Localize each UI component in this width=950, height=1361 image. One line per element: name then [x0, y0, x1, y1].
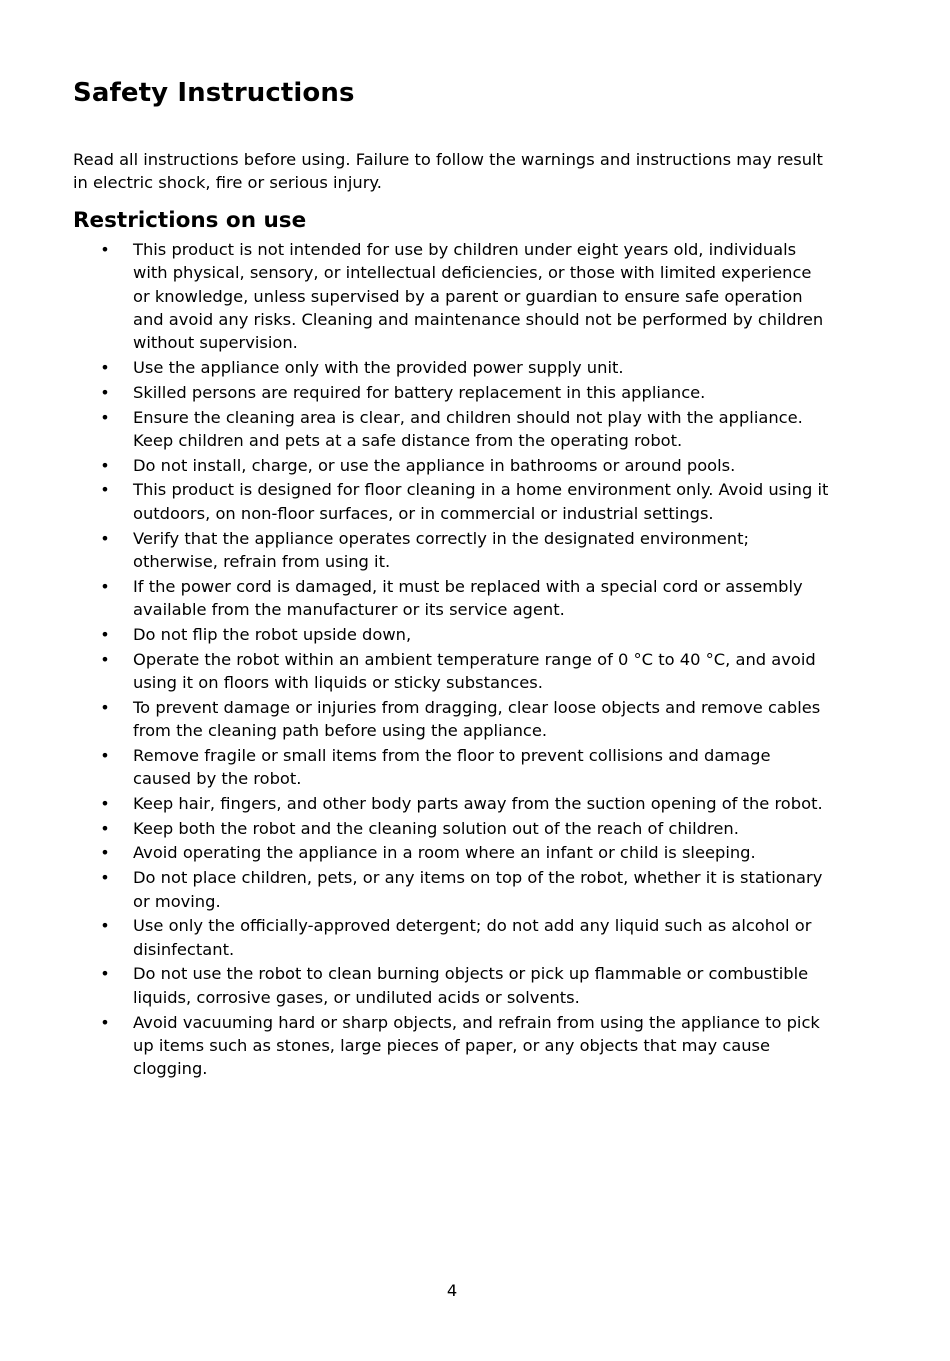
- list-item: [73, 792, 833, 815]
- list-item: [73, 866, 833, 913]
- list-item: [73, 575, 833, 622]
- list-item-text: To prevent damage or injuries from dragging, clear loose objects and remove cables from the cleaning path before using the appliance.: [133, 697, 821, 740]
- list-item-text: This product is not intended for use by children under eight years old, individuals with physical, sensory, or intellectual deficiencies, or those with limited experience or knowledge, unless supervised by a parent or guardian to ensure safe operation and avoid any risks. Cleaning and maintenance should not be performed by children without supervision.: [133, 240, 824, 353]
- bullet-icon: •: [100, 624, 110, 644]
- bullet-icon: •: [100, 1012, 110, 1032]
- bullet-icon: •: [100, 649, 110, 669]
- bullet-icon: •: [100, 528, 110, 548]
- list-item: [73, 696, 833, 743]
- restrictions-list: [73, 238, 833, 1082]
- list-item-text: Keep hair, fingers, and other body parts away from the suction opening of the robot.: [133, 793, 823, 813]
- list-item-text: Verify that the appliance operates correctly in the designated environment; otherwise, refrain from using it.: [133, 528, 749, 571]
- list-item: [73, 623, 833, 646]
- list-item: [73, 238, 833, 354]
- list-item-text: Avoid vacuuming hard or sharp objects, and refrain from using the appliance to pick up items such as stones, large pieces of paper, or any objects that may cause clogging.: [133, 1012, 820, 1079]
- page-title: Safety Instructions: [73, 78, 355, 108]
- bullet-icon: •: [100, 357, 110, 377]
- list-item: [73, 527, 833, 574]
- bullet-icon: •: [100, 964, 110, 984]
- list-item-text: Do not use the robot to clean burning objects or pick up flammable or combustible liquids, corrosive gases, or undiluted acids or solvents.: [133, 964, 809, 1007]
- list-item-text: Skilled persons are required for battery replacement in this appliance.: [133, 382, 706, 402]
- bullet-icon: •: [100, 382, 110, 402]
- list-item: [73, 914, 833, 961]
- list-item-text: Remove fragile or small items from the floor to prevent collisions and damage caused by the robot.: [133, 745, 771, 789]
- section-title: Restrictions on use: [73, 208, 307, 233]
- list-item-text: Operate the robot within an ambient temperature range of 0 °C to 40 °C, and avoid using it on floors with liquids or sticky substances.: [133, 649, 816, 692]
- list-item-text: Do not place children, pets, or any items on top of the robot, whether it is stationary or moving.: [133, 868, 823, 911]
- page-number: 4: [446, 1281, 458, 1300]
- list-item-text: Do not install, charge, or use the appliance in bathrooms or around pools.: [133, 455, 736, 475]
- bullet-icon: •: [100, 843, 110, 863]
- bullet-icon: •: [100, 868, 110, 888]
- bullet-icon: •: [100, 407, 110, 427]
- list-item-text: Use only the officially-approved detergent; do not add any liquid such as alcohol or disinfectant.: [133, 916, 812, 959]
- intro-paragraph: Read all instructions before using. Failure to follow the warnings and instructions may result in electric shock, fire or serious injury.: [73, 150, 823, 192]
- list-item: [73, 744, 833, 791]
- list-item: [73, 648, 833, 695]
- bullet-icon: •: [100, 480, 110, 500]
- list-item: [73, 406, 833, 453]
- list-item-text: Avoid operating the appliance in a room where an infant or child is sleeping.: [133, 843, 756, 863]
- bullet-icon: •: [100, 576, 110, 596]
- bullet-icon: •: [100, 697, 110, 717]
- list-item: [73, 962, 833, 1009]
- bullet-icon: •: [100, 745, 110, 765]
- list-item: [73, 817, 833, 840]
- list-item: [73, 1011, 833, 1081]
- bullet-icon: •: [100, 240, 110, 259]
- bullet-icon: •: [100, 455, 110, 475]
- list-item: [73, 841, 833, 864]
- bullet-icon: •: [100, 818, 110, 838]
- list-item: [73, 454, 833, 477]
- list-item-text: If the power cord is damaged, it must be replaced with a special cord or assembly available from the manufacturer or its service agent.: [133, 576, 803, 619]
- list-item: [73, 381, 833, 404]
- list-item-text: Ensure the cleaning area is clear, and children should not play with the appliance. Keep children and pets at a safe distance from the operating robot.: [133, 407, 803, 450]
- bullet-icon: •: [100, 916, 110, 936]
- list-item: [73, 356, 833, 379]
- list-item: [73, 478, 833, 525]
- list-item-text: Do not flip the robot upside down,: [133, 624, 412, 644]
- list-item-text: Use the appliance only with the provided power supply unit.: [133, 357, 624, 377]
- bullet-icon: •: [100, 793, 110, 813]
- list-item-text: This product is designed for floor cleaning in a home environment only. Avoid using it outdoors, on non-floor surfaces, or in commercial or industrial settings.: [133, 480, 829, 523]
- list-item-text: Keep both the robot and the cleaning solution out of the reach of children.: [133, 818, 739, 838]
